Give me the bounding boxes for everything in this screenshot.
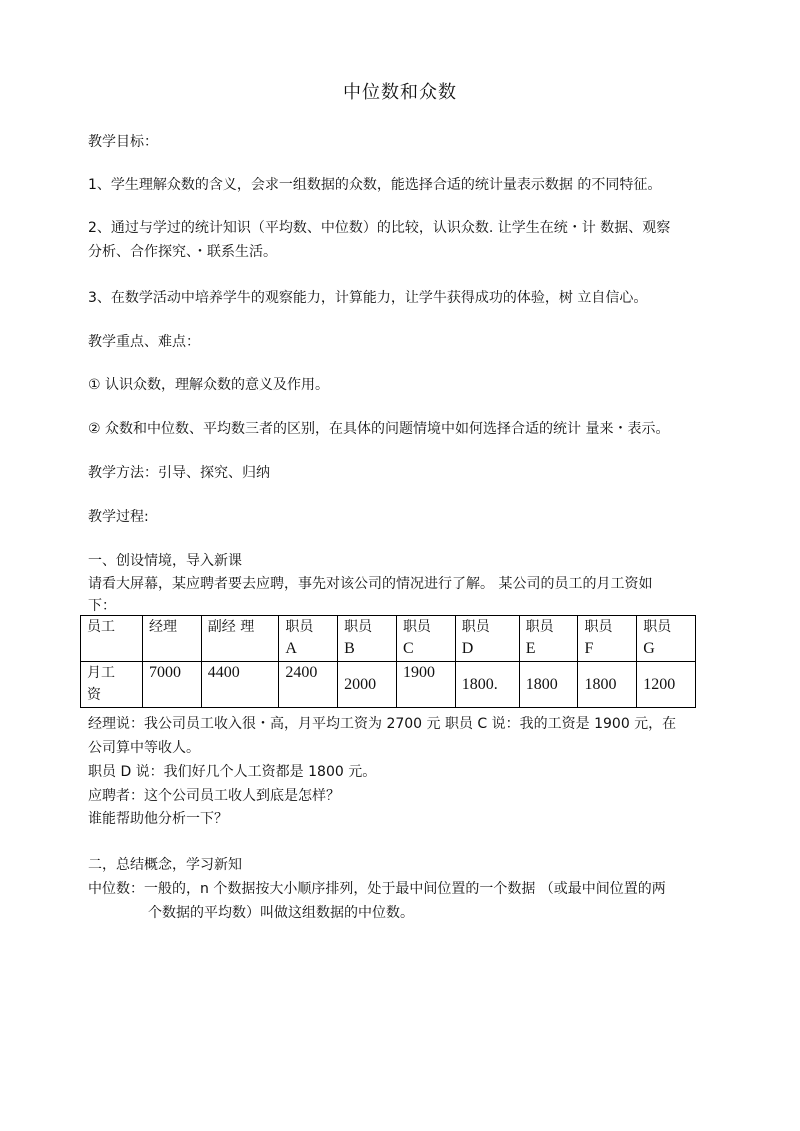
salary-cell: 1800 [578,662,637,708]
salary-cell: 1800 [519,662,578,708]
role-title: 职员 [525,619,554,635]
row-label-line: 资 [87,687,101,703]
salary-cell: 1800. [455,662,519,708]
table-cell-role [338,616,397,662]
table-cell-role [637,616,696,662]
table-cell-role [455,616,519,662]
page-title: 中位数和众数 [343,82,457,103]
table-row-label [81,662,143,708]
table-row-salaries [81,662,696,708]
salary-cell: 2400 [279,662,338,708]
section1-intro-cont: 下： [88,598,116,614]
keypoint-item-1: ① 认识众数，理解众数的意义及作用。 [88,377,329,393]
role-title: 职员 [643,619,672,635]
salary-cell: 7000 [143,662,202,708]
salary-cell: 4400 [201,662,279,708]
objectives-heading: 教学目标： [88,134,158,150]
salary-cell: 1900 [396,662,455,708]
table-cell-role [279,616,338,662]
dialogue-line-5: 谁能帮助他分析一下？ [88,811,228,827]
role-sub: E [525,640,536,657]
role-sub: F [584,640,594,657]
role-sub: B [344,640,355,657]
objective-item-3: 3、在数学活动中培养学牛的观察能力，计算能力，让学牛获得成功的体验，树 立自信心。 [88,290,648,306]
table-cell-role [578,616,637,662]
salary-table [80,615,696,708]
table-cell-role [519,616,578,662]
salary-cell: 2000 [338,662,397,708]
keypoints-heading: 教学重点、难点： [88,334,200,350]
median-definition: 中位数：一般的，n 个数据按大小顺序排列，处于最中间位置的一个数据 （或最中间位置的两 [88,881,666,897]
table-row-roles [81,616,696,662]
dialogue-line-4: 应聘者：这个公司员工收人到底是怎样？ [88,788,340,804]
row-label-line: 月工 [87,665,115,681]
table-header-label: 员工 [81,616,143,662]
role-sub: D [461,640,474,657]
teaching-method: 教学方法：引导、探究、归纳 [88,465,270,481]
salary-cell: 1200 [637,662,696,708]
section1-intro: 请看大屏幕，某应聘者要去应聘，事先对该公司的情况进行了解。 某公司的员工的月工资如 [88,576,653,592]
table-cell-role [143,616,202,662]
dialogue-line-1: 经理说：我公司员工收入很・高，月平均工资为 2700 元 职员 C 说：我的工资是 1900 元，在 [88,716,677,732]
section2-heading: 二，总结概念，学习新知 [88,857,242,873]
role-title: 副经 理 [207,619,255,635]
teaching-process-heading: 教学过程: [88,509,149,525]
role-title: 经理 [149,619,177,635]
keypoint-item-2: ② 众数和中位数、平均数三者的区别，在具体的问题情境中如何选择合适的统计 量来・表示。 [88,421,670,437]
section1-heading: 一、创设情境，导入新课 [88,553,242,569]
table-cell-role [201,616,279,662]
objective-item-1: 1、学生理解众数的含义，会求一组数据的众数，能选择合适的统计量表示数据 的不同特征。 [88,177,662,193]
dialogue-line-3: 职员 D 说：我们好几个人工资都是 1800 元。 [88,764,377,780]
role-title: 职员 [402,619,431,635]
table-cell-role [396,616,455,662]
role-title: 职员 [584,619,613,635]
role-title: 职员 [285,619,314,635]
role-sub: A [285,640,297,657]
role-sub: C [402,640,414,657]
objective-item-2: 2、通过与学过的统计知识（平均数、中位数）的比较，认识众数. 让学生在统・计 数据、观察 [88,220,671,236]
role-title: 职员 [344,619,373,635]
role-sub: G [643,640,655,657]
median-definition-cont: 个数据的平均数）叫做这组数据的中位数。 [148,905,414,921]
role-title: 职员 [461,619,490,635]
dialogue-line-2: 公司算中等收人。 [88,740,200,756]
objective-item-2-cont: 分析、合作探究、・联系生活。 [88,244,277,260]
